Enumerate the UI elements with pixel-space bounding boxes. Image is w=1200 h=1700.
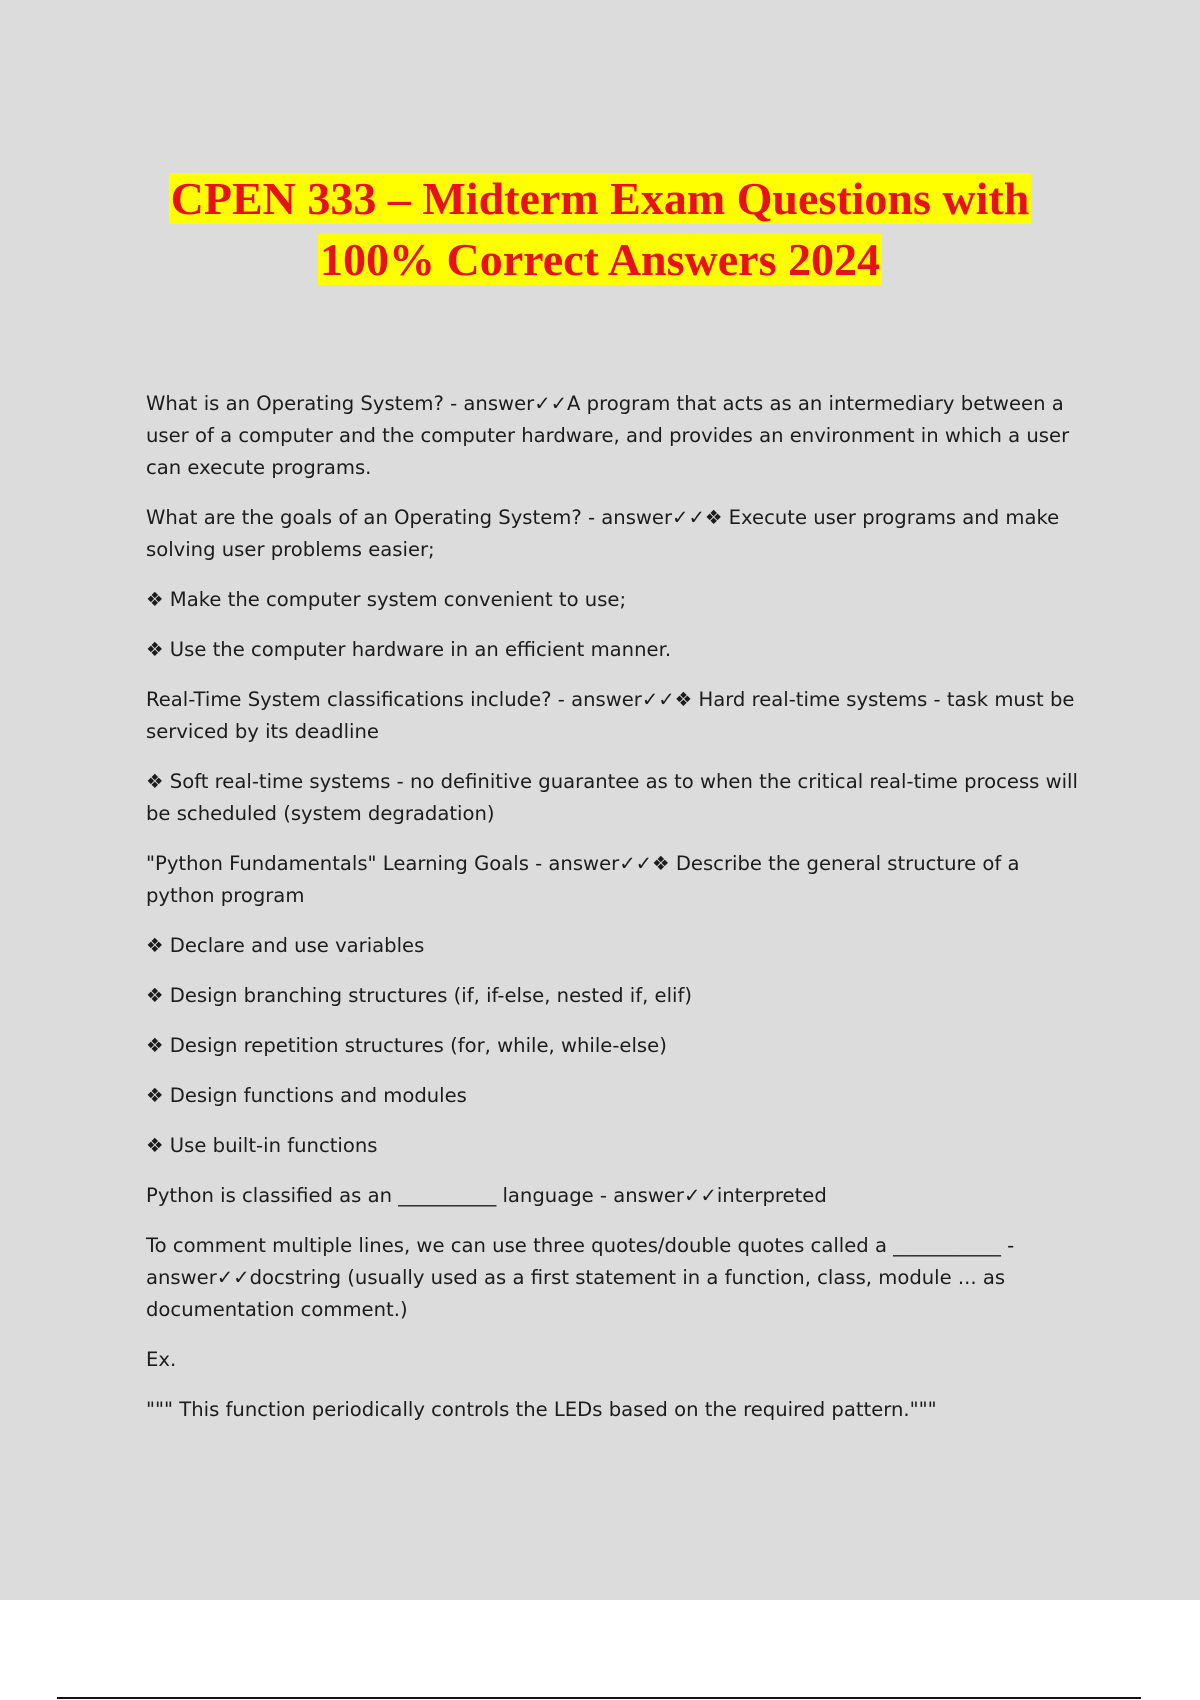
paragraph: ❖ Make the computer system convenient to use;: [146, 588, 627, 611]
paragraph: ❖ Design functions and modules: [146, 1084, 467, 1107]
paragraph: Real-Time System classifications include? - answer✓✓❖ Hard real-time systems - task must be serviced by its deadline: [146, 688, 1081, 743]
paragraph: ❖ Use built-in functions: [146, 1134, 378, 1157]
document-title: [100, 168, 1100, 290]
paragraph: ❖ Design branching structures (if, if-else, nested if, elif): [146, 984, 693, 1007]
paragraph: ❖ Use the computer hardware in an efficient manner.: [146, 638, 672, 661]
paragraph: To comment multiple lines, we can use three quotes/double quotes called a ___________ - answer✓✓docstring (usually used as a first statement in a function, class, module ... as documentation comment.): [146, 1234, 1021, 1321]
paragraph: Ex.: [146, 1348, 177, 1371]
paragraph: """ This function periodically controls the LEDs based on the required pattern.""": [146, 1398, 937, 1421]
paragraph: What is an Operating System? - answer✓✓A program that acts as an intermediary between a user of a computer and the computer hardware, and provides an environment in which a user can execute programs.: [146, 392, 1076, 479]
paragraph: ❖ Design repetition structures (for, while, while-else): [146, 1034, 667, 1057]
document-body: [146, 388, 1085, 1444]
title-line-2: 100% Correct Answers 2024: [320, 234, 880, 285]
paragraph: ❖ Soft real-time systems - no definitive guarantee as to when the critical real-time process will be scheduled (system degradation): [146, 770, 1085, 825]
title-line-1: CPEN 333 – Midterm Exam Questions with: [170, 173, 1030, 224]
paragraph: Python is classified as an __________ language - answer✓✓interpreted: [146, 1184, 827, 1207]
paragraph: What are the goals of an Operating System? - answer✓✓❖ Execute user programs and make solving user problems easier;: [146, 506, 1066, 561]
paragraph: ❖ Declare and use variables: [146, 934, 425, 957]
footer-divider: [57, 1697, 1141, 1699]
paragraph: "Python Fundamentals" Learning Goals - answer✓✓❖ Describe the general structure of a python program: [146, 852, 1026, 907]
